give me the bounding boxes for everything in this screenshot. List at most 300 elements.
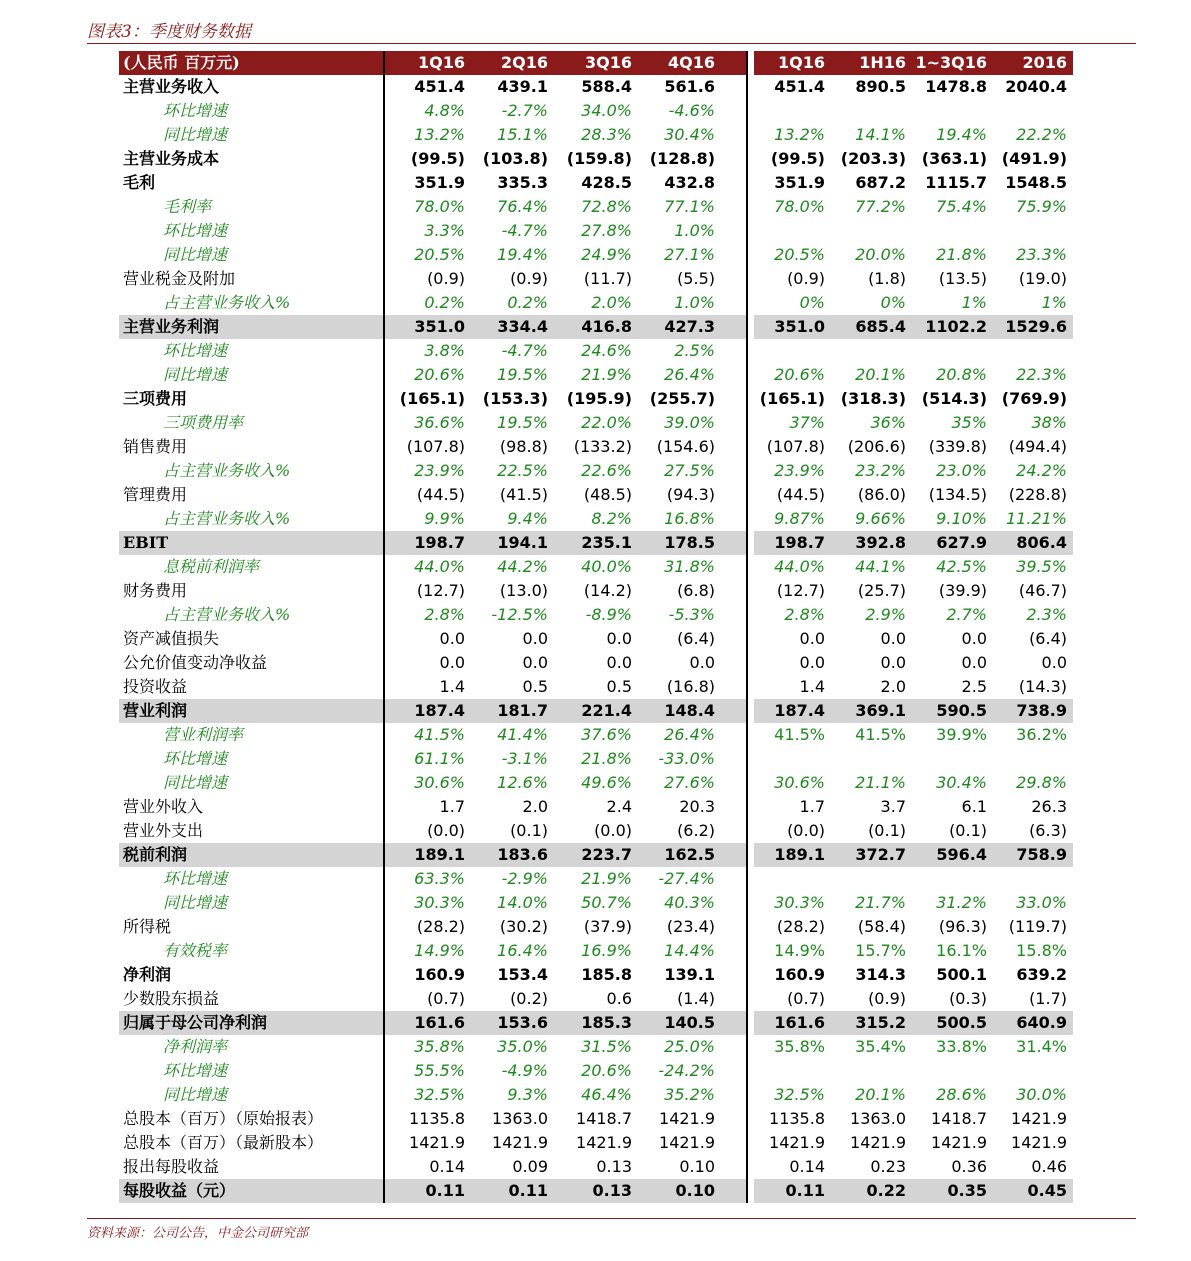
table-cell: 27.5% xyxy=(664,461,715,480)
row-label: 资产减值损失 xyxy=(123,629,220,648)
table-cell: -4.6% xyxy=(668,101,715,120)
table-cell: 3.7 xyxy=(880,797,906,816)
table-cell: 20.6% xyxy=(774,365,825,384)
table-cell xyxy=(826,219,906,243)
table-row xyxy=(119,987,1073,1011)
table-cell: 0.45 xyxy=(1027,1181,1067,1200)
table-cell: 16.9% xyxy=(581,941,632,960)
table-cell: 2.0 xyxy=(880,677,906,696)
table-cell xyxy=(826,339,906,363)
row-label: 净利润率 xyxy=(163,1037,228,1056)
table-row xyxy=(119,171,1073,195)
col-header: 1Q16 xyxy=(778,53,825,72)
table-cell: 1.7 xyxy=(799,797,825,816)
table-cell: 34.0% xyxy=(581,101,632,120)
table-cell: (11.7) xyxy=(583,269,632,288)
table-cell: 427.3 xyxy=(664,317,715,336)
table-row xyxy=(119,819,1073,843)
table-cell: 16.1% xyxy=(936,941,987,960)
table-cell: 32.5% xyxy=(414,1085,465,1104)
table-cell: 153.6 xyxy=(497,1013,548,1032)
table-cell: 0.0 xyxy=(961,653,987,672)
table-cell: 0.5 xyxy=(606,677,632,696)
table-cell: 23.0% xyxy=(936,461,987,480)
row-label: 营业外支出 xyxy=(123,821,204,840)
table-cell: 20.1% xyxy=(855,365,906,384)
table-cell: 189.1 xyxy=(774,845,825,864)
col-header: 1H16 xyxy=(859,53,906,72)
table-cell: 11.21% xyxy=(1005,509,1067,528)
table-cell: 22.2% xyxy=(1016,125,1067,144)
table-cell: 0.0 xyxy=(1041,653,1067,672)
table-cell xyxy=(987,747,1067,771)
table-cell: 21.8% xyxy=(936,245,987,264)
table-row xyxy=(119,243,1073,267)
table-cell: (14.3) xyxy=(1018,677,1067,696)
table-cell xyxy=(745,99,825,123)
table-cell: 1421.9 xyxy=(576,1133,632,1152)
table-cell xyxy=(987,867,1067,891)
table-row xyxy=(119,555,1073,579)
table-cell: 2.7% xyxy=(946,605,987,624)
table-cell: 33.0% xyxy=(1016,893,1067,912)
table-cell: 161.6 xyxy=(774,1013,825,1032)
row-label: 环比增速 xyxy=(163,101,228,120)
table-cell: 588.4 xyxy=(581,77,632,96)
table-row xyxy=(119,843,1073,867)
table-cell: 35.4% xyxy=(855,1037,906,1056)
table-cell: 235.1 xyxy=(581,533,632,552)
table-cell: 2.0% xyxy=(591,293,632,312)
table-cell: 0.0 xyxy=(880,653,906,672)
table-cell: 40.3% xyxy=(664,893,715,912)
table-row xyxy=(119,531,1073,555)
table-cell: 439.1 xyxy=(497,77,548,96)
table-cell: 36.6% xyxy=(414,413,465,432)
table-cell: 372.7 xyxy=(855,845,906,864)
table-cell: (0.9) xyxy=(427,269,465,288)
table-cell xyxy=(907,1059,987,1083)
row-label: 每股收益（元） xyxy=(123,1181,236,1200)
table-cell: (58.4) xyxy=(857,917,906,936)
table-cell: 432.8 xyxy=(664,173,715,192)
row-label: 归属于母公司净利润 xyxy=(123,1013,268,1032)
table-cell: 24.6% xyxy=(581,341,632,360)
table-cell: (0.0) xyxy=(787,821,825,840)
table-cell: 13.2% xyxy=(774,125,825,144)
table-cell: 30.3% xyxy=(774,893,825,912)
table-cell: 39.0% xyxy=(664,413,715,432)
table-cell: (107.8) xyxy=(406,437,465,456)
table-cell: 72.8% xyxy=(581,197,632,216)
table-row xyxy=(119,147,1073,171)
table-cell: 26.4% xyxy=(664,725,715,744)
table-cell: 41.4% xyxy=(497,725,548,744)
table-row xyxy=(119,915,1073,939)
table-cell: 1% xyxy=(961,293,987,312)
table-cell: 20.8% xyxy=(936,365,987,384)
table-row xyxy=(119,483,1073,507)
table-cell: (165.1) xyxy=(759,389,825,408)
table-cell: (1.7) xyxy=(1029,989,1067,1008)
table-cell: (0.7) xyxy=(427,989,465,1008)
table-cell: 1363.0 xyxy=(850,1109,906,1128)
table-cell: 351.9 xyxy=(414,173,465,192)
table-cell: 78.0% xyxy=(414,197,465,216)
table-cell: 44.0% xyxy=(774,557,825,576)
table-cell: 0.11 xyxy=(508,1181,548,1200)
table-row xyxy=(119,99,1073,123)
table-cell xyxy=(987,99,1067,123)
table-header xyxy=(119,51,1073,75)
table-cell: (96.3) xyxy=(938,917,987,936)
table-cell: 12.6% xyxy=(497,773,548,792)
table-cell: 23.9% xyxy=(414,461,465,480)
table-cell: 24.9% xyxy=(581,245,632,264)
table-cell xyxy=(907,339,987,363)
table-cell: 42.5% xyxy=(936,557,987,576)
table-cell: (0.9) xyxy=(510,269,548,288)
table-cell: -4.7% xyxy=(501,341,548,360)
table-cell: (98.8) xyxy=(499,437,548,456)
table-cell: -5.3% xyxy=(668,605,715,624)
table-cell: 369.1 xyxy=(855,701,906,720)
table-cell: 21.8% xyxy=(581,749,632,768)
table-cell: 890.5 xyxy=(855,77,906,96)
table-cell: 0.0 xyxy=(606,653,632,672)
table-cell: 41.5% xyxy=(855,725,906,744)
table-cell: 0.13 xyxy=(596,1157,632,1176)
table-cell: 78.0% xyxy=(774,197,825,216)
table-row xyxy=(119,579,1073,603)
table-row xyxy=(119,1059,1073,1083)
table-cell: 2.8% xyxy=(424,605,465,624)
table-cell: 28.6% xyxy=(936,1085,987,1104)
col-header: 1~3Q16 xyxy=(915,53,987,72)
row-label: 主营业务利润 xyxy=(123,317,220,336)
table-row xyxy=(119,963,1073,987)
table-cell: 0% xyxy=(799,293,825,312)
table-cell: 31.5% xyxy=(581,1037,632,1056)
table-cell: 0.2% xyxy=(424,293,465,312)
table-cell: 0.35 xyxy=(947,1181,987,1200)
table-cell: 15.1% xyxy=(497,125,548,144)
table-cell: (1.4) xyxy=(677,989,715,1008)
table-cell: (28.2) xyxy=(416,917,465,936)
table-cell: 2.3% xyxy=(1026,605,1067,624)
table-cell xyxy=(907,747,987,771)
table-cell: 20.5% xyxy=(774,245,825,264)
row-label: 同比增速 xyxy=(163,893,228,912)
table-cell: 1421.9 xyxy=(1011,1133,1067,1152)
table-row xyxy=(119,387,1073,411)
table-cell: 20.3 xyxy=(679,797,715,816)
table-cell: (318.3) xyxy=(840,389,906,408)
table-cell: (203.3) xyxy=(840,149,906,168)
table-cell: (48.5) xyxy=(583,485,632,504)
table-cell: 15.8% xyxy=(1016,941,1067,960)
table-cell: 1421.9 xyxy=(931,1133,987,1152)
table-row xyxy=(119,411,1073,435)
table-cell: 77.1% xyxy=(664,197,715,216)
row-label: 总股本（百万）（原始报表） xyxy=(123,1109,324,1128)
table-cell: (103.8) xyxy=(482,149,548,168)
table-cell: 392.8 xyxy=(855,533,906,552)
table-row xyxy=(119,723,1073,747)
table-cell: -2.7% xyxy=(501,101,548,120)
row-label: 总股本（百万）（最新股本） xyxy=(123,1133,324,1152)
col-header: 3Q16 xyxy=(585,53,632,72)
table-cell: 23.9% xyxy=(774,461,825,480)
table-cell: 221.4 xyxy=(581,701,632,720)
table-cell: 0.10 xyxy=(675,1181,715,1200)
table-cell: (99.5) xyxy=(410,149,465,168)
row-label: 报出每股收益 xyxy=(123,1157,220,1176)
table-cell: 30.4% xyxy=(664,125,715,144)
table-cell: (94.3) xyxy=(666,485,715,504)
source-note: 资料来源：公司公告，中金公司研究部 xyxy=(87,1226,309,1241)
table-cell: 738.9 xyxy=(1016,701,1067,720)
table-row xyxy=(119,267,1073,291)
table-cell: (128.8) xyxy=(649,149,715,168)
col-header: 1Q16 xyxy=(418,53,465,72)
table-cell: (0.3) xyxy=(949,989,987,1008)
table-cell: 416.8 xyxy=(581,317,632,336)
table-cell: (6.2) xyxy=(677,821,715,840)
table-cell: 35.8% xyxy=(774,1037,825,1056)
table-cell: (44.5) xyxy=(776,485,825,504)
row-label: 营业利润 xyxy=(123,701,188,720)
row-label: 公允价值变动净收益 xyxy=(123,653,268,672)
table-cell: (0.7) xyxy=(787,989,825,1008)
table-cell: 14.9% xyxy=(414,941,465,960)
row-label: 息税前利润率 xyxy=(163,557,260,576)
table-row xyxy=(119,195,1073,219)
table-cell: -33.0% xyxy=(658,749,715,768)
table-cell: 148.4 xyxy=(664,701,715,720)
table-cell: 8.2% xyxy=(591,509,632,528)
row-label: 占主营业务收入% xyxy=(163,293,291,312)
table-cell: 3.3% xyxy=(424,221,465,240)
table-cell: 39.5% xyxy=(1016,557,1067,576)
table-cell: 22.5% xyxy=(497,461,548,480)
table-cell: 590.5 xyxy=(936,701,987,720)
table-row xyxy=(119,1107,1073,1131)
table-cell: 16.8% xyxy=(664,509,715,528)
table-cell: 22.3% xyxy=(1016,365,1067,384)
row-label: 三项费用率 xyxy=(163,413,244,432)
table-cell: 41.5% xyxy=(414,725,465,744)
table-cell xyxy=(745,339,825,363)
table-cell: 21.7% xyxy=(855,893,906,912)
row-label: 同比增速 xyxy=(163,365,228,384)
table-cell: 9.4% xyxy=(507,509,548,528)
table-cell: -3.1% xyxy=(501,749,548,768)
table-row xyxy=(119,1083,1073,1107)
table-row xyxy=(119,123,1073,147)
table-row xyxy=(119,699,1073,723)
table-cell: (107.8) xyxy=(766,437,825,456)
table-cell: 30.4% xyxy=(936,773,987,792)
table-cell: 9.10% xyxy=(936,509,987,528)
table-cell: 0.0 xyxy=(606,629,632,648)
table-cell: 160.9 xyxy=(414,965,465,984)
row-label: 有效税率 xyxy=(163,941,228,960)
table-cell: 75.9% xyxy=(1016,197,1067,216)
table-cell: 139.1 xyxy=(664,965,715,984)
table-cell: 31.8% xyxy=(664,557,715,576)
column-divider xyxy=(746,51,748,1203)
table-cell: (0.0) xyxy=(427,821,465,840)
table-cell: (46.7) xyxy=(1018,581,1067,600)
table-cell: 0.11 xyxy=(785,1181,825,1200)
table-cell: (514.3) xyxy=(921,389,987,408)
table-cell: 22.6% xyxy=(581,461,632,480)
table-cell xyxy=(987,339,1067,363)
table-cell: 314.3 xyxy=(855,965,906,984)
table-cell: (30.2) xyxy=(499,917,548,936)
table-cell: 639.2 xyxy=(1016,965,1067,984)
table-cell xyxy=(745,747,825,771)
row-label: 占主营业务收入% xyxy=(163,605,291,624)
table-cell: 1421.9 xyxy=(659,1133,715,1152)
table-cell: 26.3 xyxy=(1031,797,1067,816)
table-cell: 14.4% xyxy=(664,941,715,960)
table-cell: 627.9 xyxy=(936,533,987,552)
table-cell: 22.0% xyxy=(581,413,632,432)
table-cell: 183.6 xyxy=(497,845,548,864)
row-label: 毛利 xyxy=(123,173,156,192)
table-cell: 451.4 xyxy=(774,77,825,96)
table-row xyxy=(119,75,1073,99)
table-cell: 0.0 xyxy=(522,653,548,672)
table-cell: 162.5 xyxy=(664,845,715,864)
table-cell: (12.7) xyxy=(416,581,465,600)
table-cell: 50.7% xyxy=(581,893,632,912)
table-row xyxy=(119,939,1073,963)
table-cell: 30.6% xyxy=(774,773,825,792)
table-cell: (133.2) xyxy=(573,437,632,456)
table-cell xyxy=(907,219,987,243)
table-cell: 0.0 xyxy=(439,653,465,672)
table-cell: 49.6% xyxy=(581,773,632,792)
table-cell xyxy=(745,1059,825,1083)
table-cell: 178.5 xyxy=(664,533,715,552)
table-cell: 1421.9 xyxy=(492,1133,548,1152)
table-cell: (19.0) xyxy=(1018,269,1067,288)
table-row xyxy=(119,435,1073,459)
table-cell: (23.4) xyxy=(666,917,715,936)
table-row xyxy=(119,1035,1073,1059)
table-cell: 687.2 xyxy=(855,173,906,192)
table-cell: 36% xyxy=(870,413,906,432)
table-cell: 198.7 xyxy=(774,533,825,552)
table-cell: 0.0 xyxy=(799,629,825,648)
table-cell: -12.5% xyxy=(491,605,548,624)
table-cell xyxy=(987,219,1067,243)
row-label: 管理费用 xyxy=(123,485,188,504)
table-cell: 198.7 xyxy=(414,533,465,552)
table-cell: 31.2% xyxy=(936,893,987,912)
table-row xyxy=(119,1179,1073,1203)
table-cell: -4.7% xyxy=(501,221,548,240)
table-cell: (13.5) xyxy=(938,269,987,288)
table-cell: 20.6% xyxy=(414,365,465,384)
table-cell: 194.1 xyxy=(497,533,548,552)
table-cell: 28.3% xyxy=(581,125,632,144)
table-cell: 0.2% xyxy=(507,293,548,312)
table-cell: 0.0 xyxy=(880,629,906,648)
table-cell: 16.4% xyxy=(497,941,548,960)
table-cell xyxy=(987,1059,1067,1083)
table-cell: (119.7) xyxy=(1008,917,1067,936)
table-row xyxy=(119,1011,1073,1035)
table-cell xyxy=(826,99,906,123)
row-label: 营业税金及附加 xyxy=(123,269,236,288)
table-cell: 1478.8 xyxy=(925,77,987,96)
table-cell: (255.7) xyxy=(649,389,715,408)
table-cell: 161.6 xyxy=(414,1013,465,1032)
table-cell: 2.5% xyxy=(674,341,715,360)
table-cell: 0.11 xyxy=(425,1181,465,1200)
table-cell: (228.8) xyxy=(1008,485,1067,504)
table-cell: 14.9% xyxy=(774,941,825,960)
table-cell: 500.1 xyxy=(936,965,987,984)
table-row xyxy=(119,339,1073,363)
figure-title: 图表3：季度财务数据 xyxy=(87,22,251,42)
table-cell xyxy=(826,747,906,771)
table-cell: 40.0% xyxy=(581,557,632,576)
table-cell: 9.87% xyxy=(774,509,825,528)
table-cell: (28.2) xyxy=(776,917,825,936)
row-label: 环比增速 xyxy=(163,749,228,768)
table-cell: 37.6% xyxy=(581,725,632,744)
unit-label: (人民币 百万元) xyxy=(123,53,240,72)
table-cell: 35.2% xyxy=(664,1085,715,1104)
table-cell: 55.5% xyxy=(414,1061,465,1080)
table-cell: 640.9 xyxy=(1016,1013,1067,1032)
table-cell: 1421.9 xyxy=(659,1109,715,1128)
table-cell: 21.1% xyxy=(855,773,906,792)
table-cell: 0.09 xyxy=(512,1157,548,1176)
table-cell: 35.0% xyxy=(497,1037,548,1056)
table-cell: 32.5% xyxy=(774,1085,825,1104)
table-cell: 0.0 xyxy=(961,629,987,648)
table-cell: 1548.5 xyxy=(1005,173,1067,192)
table-cell: 30.3% xyxy=(414,893,465,912)
table-row xyxy=(119,603,1073,627)
table-cell: 27.1% xyxy=(664,245,715,264)
table-cell: (39.9) xyxy=(938,581,987,600)
col-header: 2Q16 xyxy=(501,53,548,72)
table-cell: (14.2) xyxy=(583,581,632,600)
table-row xyxy=(119,363,1073,387)
table-cell: (6.4) xyxy=(677,629,715,648)
row-label: 销售费用 xyxy=(123,437,188,456)
table-row xyxy=(119,795,1073,819)
table-cell: 24.2% xyxy=(1016,461,1067,480)
row-label: 主营业务收入 xyxy=(123,77,220,96)
table-cell: 351.0 xyxy=(774,317,825,336)
table-row xyxy=(119,459,1073,483)
table-cell: 758.9 xyxy=(1016,845,1067,864)
table-cell: (363.1) xyxy=(921,149,987,168)
row-label: 占主营业务收入% xyxy=(163,461,291,480)
table-cell: 1418.7 xyxy=(576,1109,632,1128)
table-cell: 185.8 xyxy=(581,965,632,984)
table-cell: -8.9% xyxy=(585,605,632,624)
bottom-rule xyxy=(87,1218,1136,1219)
